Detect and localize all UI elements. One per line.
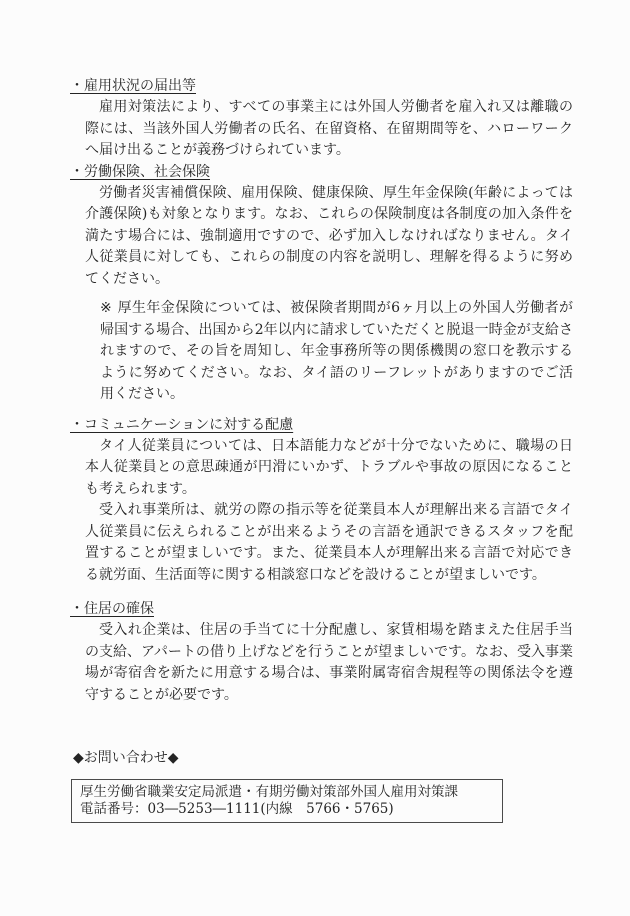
section-heading-insurance: ・労働保険、社会保険 xyxy=(70,163,210,180)
note-text: 厚生年金保険については、被保険者期間が6ヶ月以上の外国人労働者が帰国する場合、出国から2年以内に請求していただくと脱退一時金が支給されますので、その旨を周知し、年金事務所等の関係機関の窓口を教示するように努めてください。なお、タイ語のリーフレットがありますのでご活用ください。 xyxy=(100,300,573,402)
section-paragraph: 受入れ事業所は、就労の際の指示等を従業員本人が理解出来る言語でタイ人従業員に伝えられることが出来るようその言語を通訳できるスタッフを配置することが望ましいです。また、従業員本人が理解出来る言語で対応できる就労面、生活面等に関する相談窓口などを設けることが望ましいです。 xyxy=(85,502,573,583)
pension-note xyxy=(100,298,573,406)
section-communication-consideration xyxy=(70,415,573,587)
section-paragraph: 雇用対策法により、すべての事業主には外国人労働者を雇入れ又は離職の際には、当該外国人労働者の氏名、在留資格、在留期間等を、ハローワークへ届け出ることが義務づけられています。 xyxy=(85,99,573,158)
section-employment-status-notification xyxy=(70,76,573,162)
note-marker: ※ xyxy=(100,300,113,316)
section-housing xyxy=(70,599,573,706)
section-heading-housing: ・住居の確保 xyxy=(70,601,154,617)
section-paragraph: 受入れ企業は、住居の手当てに十分配慮し、家賃相場を踏まえた住居手当の支給、アパートの借り上げなどを行うことが望ましいです。なお、受入事業場が寄宿舎を新たに用意する場合は、事業附属寄宿舎規程等の関係法令を遵守することが必要です。 xyxy=(85,622,573,703)
contact-phone: 電話番号：03―5253―1111(内線 5766・5765) xyxy=(80,800,394,817)
section-heading-communication: ・コミュニケーションに対する配慮 xyxy=(70,416,294,433)
section-paragraph: タイ人従業員については、日本語能力などが十分でないために、職場の日本人従業員との意思疎通が円滑にいかず、トラブルや事故の原因になることも考えられます。 xyxy=(85,437,573,497)
section-paragraph: 労働者災害補償保険、雇用保険、健康保険、厚生年金保険(年齢によっては介護保険)も対象となります。なお、これらの保険制度は各制度の加入条件を満たす場合には、強制適用ですので、必ず加入しなければなりません。タイ人従業員に対しても、これらの制度の内容を説明し、理解を得るように努めてください。 xyxy=(85,184,573,287)
contact-box xyxy=(71,779,503,823)
contact-heading: ◆お問い合わせ◆ xyxy=(73,750,179,766)
section-labour-social-insurance xyxy=(70,162,573,406)
section-heading-employment-status: ・雇用状況の届出等 xyxy=(70,78,196,94)
contact-department: 厚生労働省職業安定局派遣・有期労働対策部外国人雇用対策課 xyxy=(80,784,458,800)
